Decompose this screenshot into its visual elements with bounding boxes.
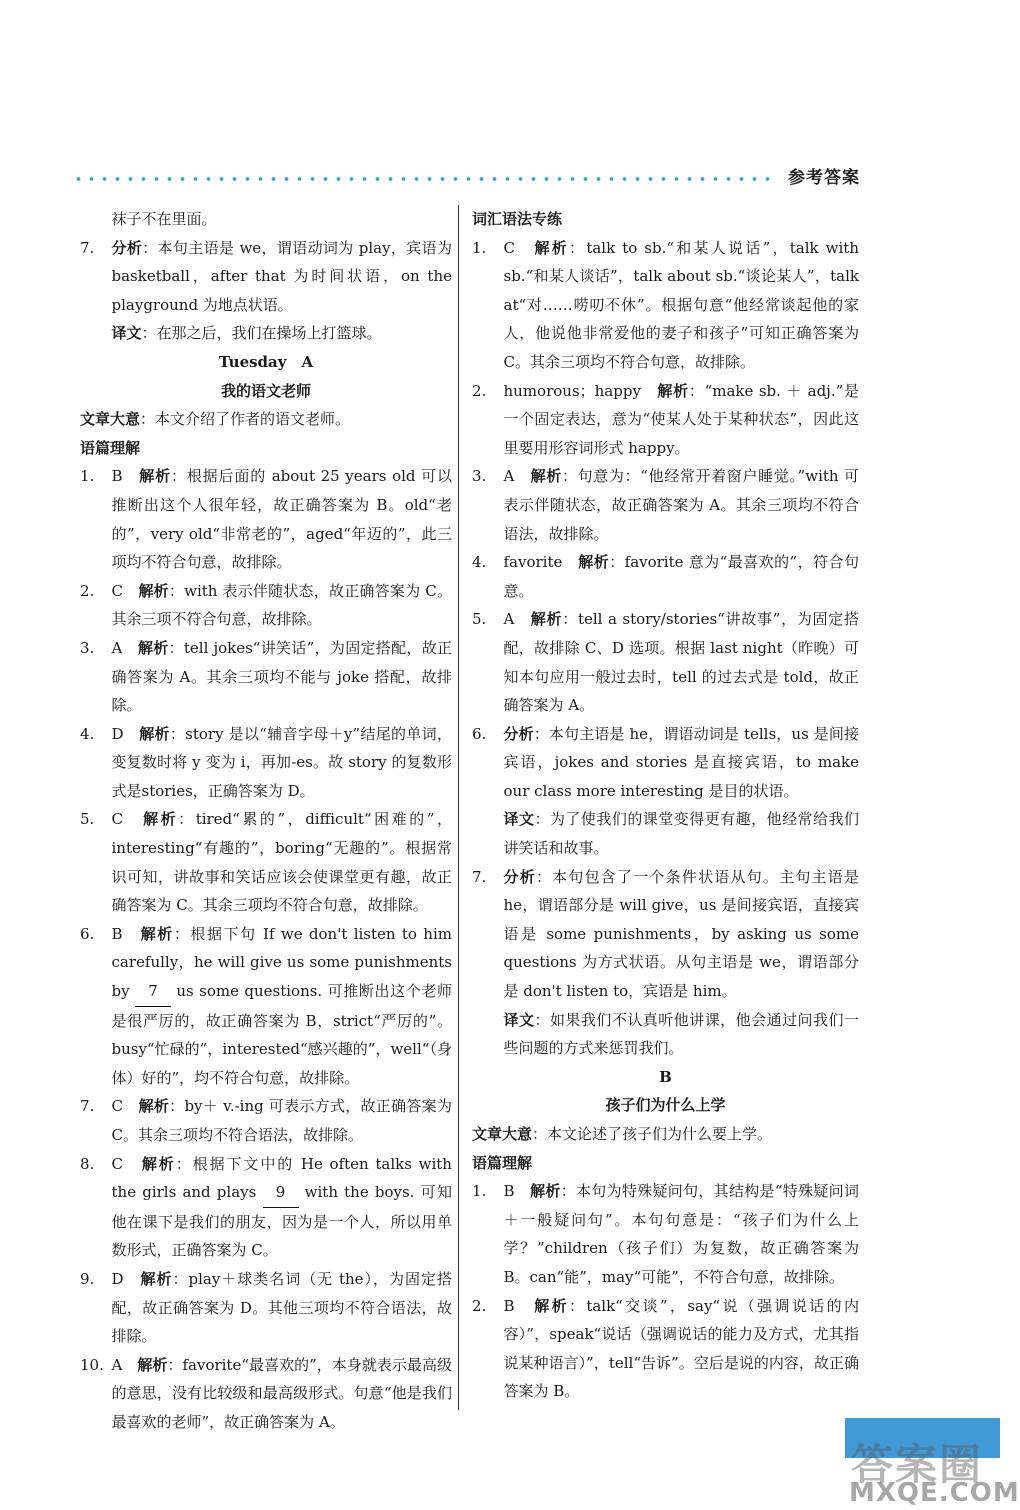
item-number: 3.	[80, 638, 95, 657]
label: 解析	[140, 924, 174, 943]
item-number: 7.	[80, 1097, 95, 1116]
item-body	[504, 1177, 860, 1291]
text: talk to sb.“和某人说话”，talk with sb.“和某人谈话”，talk about sb.“谈论某人”，talk at“对……唠叨不休”。根据句意“他经常谈起他的家人，他说他非常爱他的妻子和孩子”可知正确答案为 C。其余三项均不符合句意，故排除。	[503, 238, 859, 371]
colon: ：	[169, 724, 186, 743]
label: 解析	[534, 1296, 569, 1315]
text: 根据下句 If we don't listen to him carefully，he will give us some punishments by	[111, 924, 452, 1001]
item-number: 7.	[472, 867, 487, 886]
colon: ：	[534, 1010, 550, 1029]
item-body	[504, 548, 860, 605]
text: 根据后面的 about 25 years old 可以推断出这个人很年轻，故正确答案为 B。old“老的”，very old“非常老的”，aged“年迈的”，此三项均不符合句意，故排除。	[111, 467, 452, 572]
answer-item	[80, 1265, 452, 1351]
answer-item	[80, 634, 452, 720]
item-body	[504, 1292, 860, 1406]
colon: ：	[688, 381, 705, 400]
answer: A	[111, 1355, 123, 1374]
label: 解析	[137, 638, 169, 657]
answer: humorous；happy	[503, 381, 641, 400]
colon: ：	[173, 924, 191, 943]
label: 解析	[143, 810, 179, 829]
colon: ：	[175, 1154, 193, 1173]
text: 本句主语是 we，谓语动词为 play，宾语为 basketball，after that 为时间状语，on the playground 为地点状语。	[111, 238, 452, 314]
labeled-paragraph	[472, 1006, 859, 1063]
answer-item	[80, 1150, 452, 1265]
item-number: 1.	[472, 1182, 487, 1201]
colon: ：	[172, 1269, 189, 1288]
labeled-paragraph	[472, 805, 859, 862]
paragraph: 袜子不在里面。	[111, 210, 217, 228]
item-body	[112, 634, 453, 720]
colon: ：	[168, 638, 184, 657]
answer-item	[80, 920, 452, 1093]
section-title: 语篇理解	[472, 1153, 533, 1172]
text: talk“交谈”，say“说（强调说话的内容）”，speak“说话（强调说话的能力及方式，尤其指说某种语言）”，tell“告诉”。空后是说的内容，故正确答案为 B。	[503, 1296, 859, 1401]
text: 根据下文中的 He often talks with the girls and plays	[111, 1154, 452, 1202]
item-body	[112, 805, 453, 919]
item-body	[504, 462, 860, 548]
label: 解析	[139, 467, 171, 486]
answer-item	[472, 863, 859, 1006]
colon: ：	[141, 324, 157, 343]
answer: C	[111, 1097, 123, 1116]
answer-item	[472, 234, 859, 377]
labeled-paragraph	[472, 1120, 859, 1149]
colon: ：	[178, 810, 196, 829]
label: 解析	[140, 1269, 173, 1288]
colon: ：	[560, 1182, 577, 1201]
item-body	[504, 234, 860, 377]
section-title: 词汇语法专练	[472, 210, 563, 228]
label: 译文	[111, 324, 142, 343]
colon: ：	[568, 1296, 587, 1315]
item-body	[112, 920, 453, 1093]
label: 解析	[139, 724, 170, 743]
item-number: 6.	[80, 924, 95, 943]
header-title: 参考答案	[788, 168, 860, 188]
label: 解析	[530, 610, 563, 629]
item-body	[112, 1265, 453, 1351]
label: 解析	[141, 1154, 176, 1173]
item-body	[112, 720, 453, 806]
item-body	[504, 377, 860, 463]
text: favorite 意为“最喜欢的”，符合句意。	[503, 553, 859, 600]
label: 解析	[534, 238, 570, 257]
item-number: 3.	[472, 467, 487, 486]
item-body	[112, 577, 453, 634]
answer: C	[111, 581, 123, 600]
answer-item	[472, 548, 859, 605]
text: 本文论述了孩子们为什么要上学。	[547, 1125, 773, 1143]
label: 解析	[137, 1355, 168, 1374]
item-number: 7.	[80, 238, 95, 257]
answer: C	[111, 1154, 123, 1173]
item-number: 8.	[80, 1154, 95, 1173]
item-body	[504, 720, 860, 806]
text: tell jokes“讲笑话”，为固定搭配，故正确答案为 A。其余三项均不能与 joke 搭配，故排除。	[111, 638, 452, 715]
answer-item	[80, 1351, 452, 1437]
item-number: 4.	[80, 724, 95, 743]
colon: ：	[170, 467, 187, 486]
column-divider	[458, 205, 459, 1410]
item-body	[504, 863, 860, 1006]
item-number: 4.	[472, 553, 487, 572]
text: favorite“最喜欢的”，本身就表示最高级的意思，没有比较级和最高级形式。句意“他是我们最喜欢的老师”，故正确答案为 A。	[111, 1355, 452, 1431]
answer: D	[111, 724, 124, 743]
label: 文章大意	[472, 1125, 533, 1143]
text: 本文介绍了作者的语文老师。	[155, 410, 351, 429]
dotted-rule	[72, 175, 772, 183]
watermark	[845, 1418, 1020, 1510]
watermark-logo: 答案圈	[851, 1440, 984, 1489]
section-heading: 孩子们为什么上学	[605, 1096, 726, 1115]
answer: A	[503, 610, 515, 629]
colon: ：	[569, 238, 587, 257]
item-number: 10.	[80, 1355, 104, 1374]
right-column	[472, 205, 859, 1406]
item-number: 1.	[80, 467, 95, 486]
answer-item	[472, 1177, 859, 1291]
colon: ：	[168, 581, 185, 600]
text: 如果我们不认真听他讲课，他会通过问我们一些问题的方式来惩罚我们。	[503, 1010, 859, 1058]
label: 分析	[111, 238, 143, 257]
colon: ：	[140, 410, 156, 429]
answer: B	[503, 1182, 515, 1201]
colon: ：	[561, 467, 578, 486]
label: 分析	[503, 867, 536, 886]
labeled-paragraph	[80, 319, 452, 348]
answer-item	[472, 720, 859, 806]
item-body	[112, 462, 453, 576]
colon: ：	[534, 810, 550, 829]
item-number: 5.	[472, 610, 487, 629]
text-tail: with the boys. 可知他在课下是我们的朋友，因为是一个人，所以用单数形式，正确答案为 C。	[111, 1183, 452, 1260]
item-body	[112, 1092, 453, 1149]
item-body	[112, 234, 453, 320]
text: 本句主语是 he，谓语动词是 tells，us 是间接宾语，jokes and stories 是直接宾语，to make our class more interesting 是目的状语。	[503, 724, 859, 800]
answer-item	[80, 234, 452, 320]
text: tired“累的”，difficult“困难的”，interesting“有趣的”，boring“无趣的”。根据常识可知，讲故事和笑话应该会使课堂更有趣，故正确答案为 C。其余三项均不符合句意，故排除。	[111, 810, 452, 915]
answer-item	[472, 377, 859, 463]
item-number: 2.	[472, 1296, 487, 1315]
label: 文章大意	[80, 410, 141, 429]
answer: B	[111, 467, 123, 486]
answer-item	[472, 605, 859, 719]
label: 解析	[530, 467, 562, 486]
answer-item	[472, 1292, 859, 1406]
page-header	[72, 163, 862, 193]
label: 解析	[530, 1182, 561, 1201]
labeled-paragraph	[80, 405, 452, 434]
label: 解析	[657, 381, 689, 400]
answer-item	[80, 462, 452, 576]
text: play＋球类名词（无 the），为固定搭配，故正确答案为 D。其他三项均不符合语法，故排除。	[111, 1269, 452, 1346]
text: 为了使我们的课堂变得更有趣，他经常给我们讲笑话和故事。	[503, 810, 859, 858]
text: 本句包含了一个条件状语从句。主句主语是 he，谓语部分是 will give，us 是间接宾语，直接宾语是 some punishments，by asking us some questions 为方式状语。从句主语是 we，谓语部分是 don't listen to，宾语是 him。	[503, 867, 859, 1001]
answer: D	[111, 1269, 124, 1288]
answer: A	[111, 638, 123, 657]
blank: 9	[263, 1178, 299, 1208]
answer-item	[80, 577, 452, 634]
answer: A	[503, 467, 515, 486]
section-title: 语篇理解	[80, 438, 141, 457]
label: 译文	[503, 810, 535, 829]
text: 句意为：“他经常开着窗户睡觉。”with 可表示伴随状态，故正确答案为 A。其余三项均不符合语法，故排除。	[503, 467, 859, 543]
label: 解析	[138, 1097, 170, 1116]
answer: B	[503, 1296, 515, 1315]
colon: ：	[169, 1097, 185, 1116]
section-heading: 我的语文老师	[220, 381, 311, 400]
text-tail: us some questions. 可推断出这个老师是很严厉的，故正确答案为 B，strict“严厉的”。busy“忙碌的”，interested“感兴趣的”，well“（身体）好的”，均不符合句意，故排除。	[111, 982, 452, 1087]
item-body	[112, 1351, 453, 1437]
blank: 7	[135, 977, 171, 1007]
text: with 表示伴随状态，故正确答案为 C。其余三项不符合句意，故排除。	[111, 581, 452, 629]
text: story 是以“辅音字母＋y”结尾的单词，变复数时将 y 变为 i，再加-es。故 story 的复数形式是stories，正确答案为 D。	[111, 724, 452, 800]
answer: B	[111, 924, 123, 943]
item-number: 2.	[80, 581, 95, 600]
left-column	[80, 205, 452, 1437]
answer-item	[80, 1092, 452, 1149]
text: tell a story/stories“讲故事”，为固定搭配，故排除 C、D 选项。根据 last night（昨晚）可知本句应用一般过去时，tell 的过去式是 told，故正确答案为 A。	[503, 610, 859, 715]
item-number: 9.	[80, 1269, 95, 1288]
watermark-url: MXQE.COM	[849, 1478, 1020, 1508]
colon: ：	[532, 1125, 548, 1143]
label: 分析	[503, 724, 534, 743]
section-heading: B	[659, 1067, 672, 1086]
answer: C	[503, 238, 515, 257]
label: 解析	[578, 553, 610, 572]
item-number: 5.	[80, 810, 95, 829]
text: “make sb. ＋ adj.”是一个固定表达，意为“使某人处于某种状态”，因此这里要用形容词形式 happy。	[503, 381, 859, 457]
answer-item	[80, 805, 452, 919]
item-number: 2.	[472, 381, 487, 400]
item-number: 6.	[472, 724, 487, 743]
section-heading: Tuesday A	[218, 352, 314, 371]
colon: ：	[533, 724, 549, 743]
text: 本句为特殊疑问句，其结构是“特殊疑问词＋一般疑问句”。本句句意是：“孩子们为什么上学？”children（孩子们）为复数，故正确答案为 B。can“能”，may“可能”，不符合句意，故排除。	[503, 1182, 859, 1286]
colon: ：	[142, 238, 158, 257]
answer: C	[111, 810, 123, 829]
label: 译文	[503, 1010, 535, 1029]
answer: favorite	[503, 553, 563, 572]
item-body	[504, 605, 860, 719]
label: 解析	[138, 581, 169, 600]
text: 在那之后，我们在操场上打篮球。	[156, 324, 382, 343]
colon: ：	[535, 867, 553, 886]
item-body	[112, 1150, 453, 1265]
colon: ：	[609, 553, 625, 572]
item-number: 1.	[472, 238, 487, 257]
answer-item	[472, 462, 859, 548]
colon: ：	[562, 610, 578, 629]
answer-item	[80, 720, 452, 806]
colon: ：	[167, 1355, 183, 1374]
text: by＋ v.-ing 可表示方式，故正确答案为 C。其余三项均不符合语法，故排除。	[111, 1097, 452, 1144]
